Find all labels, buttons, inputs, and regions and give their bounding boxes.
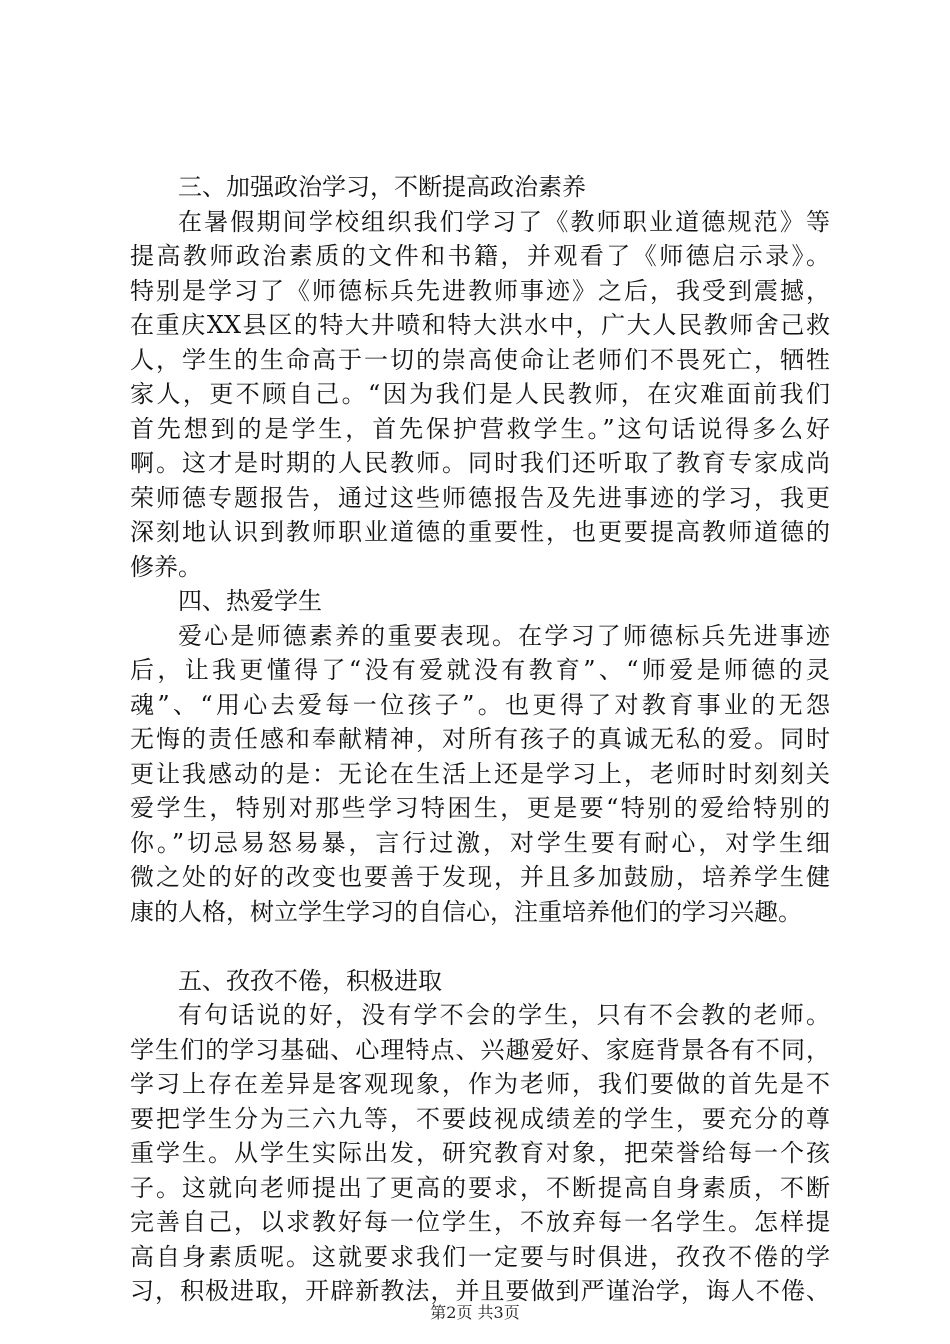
document-body — [130, 170, 830, 1309]
paragraph-line: 更让我感动的是：无论在生活上还是学习上，老师时时刻刻关 — [130, 759, 830, 788]
paragraph-line: 有句话说的好，没有学不会的学生，只有不会教的老师。 — [178, 1001, 830, 1029]
paragraph-line: 爱学生，特别对那些学习特困生，更是要“特别的爱给特别的 — [130, 794, 830, 822]
section-heading: 四、热爱学生 — [178, 587, 322, 615]
paragraph-line: 修养。 — [130, 552, 202, 581]
paragraph-line: 无悔的责任感和奉献精神，对所有孩子的真诚无私的爱。同时 — [130, 725, 830, 753]
paragraph-line: 爱心是师德素养的重要表现。在学习了师德标兵先进事迹 — [178, 621, 830, 650]
paragraph-line: 家人，更不顾自己。“因为我们是人民教师，在灾难面前我们 — [130, 380, 830, 408]
paragraph-line: 在重庆XX县区的特大井喷和特大洪水中，广大人民教师舍己救 — [130, 311, 830, 339]
paragraph-line: 荣师德专题报告，通过这些师德报告及先进事迹的学习，我更 — [130, 483, 830, 512]
section-heading: 五、孜孜不倦，积极进取 — [178, 966, 442, 995]
paragraph-line: 学生们的学习基础、心理特点、兴趣爱好、家庭背景各有不同， — [130, 1035, 830, 1064]
paragraph-line: 深刻地认识到教师职业道德的重要性，也更要提高教师道德的 — [130, 518, 830, 546]
paragraph-line: 子。这就向老师提出了更高的要求，不断提高自身素质，不断 — [130, 1173, 830, 1202]
paragraph-line: 特别是学习了《师德标兵先进教师事迹》之后，我受到震撼， — [130, 276, 830, 305]
paragraph-line: 康的人格，树立学生学习的自信心，注重培养他们的学习兴趣。 — [130, 897, 802, 926]
paragraph-line: 学习上存在差异是客观现象，作为老师，我们要做的首先是不 — [130, 1070, 830, 1098]
paragraph-line: 高自身素质呢。这就要求我们一定要与时俱进，孜孜不倦的学 — [130, 1242, 830, 1271]
paragraph-line: 人，学生的生命高于一切的崇高使命让老师们不畏死亡，牺牲 — [130, 345, 830, 374]
section-heading: 三、加强政治学习，不断提高政治素养 — [178, 173, 586, 201]
paragraph-line: 完善自己，以求教好每一位学生，不放弃每一名学生。怎样提 — [130, 1208, 830, 1236]
paragraph-line: 习，积极进取，开辟新教法，并且要做到严谨治学，诲人不倦、 — [130, 1277, 830, 1305]
paragraph-line: 啊。这才是时期的人民教师。同时我们还听取了教育专家成尚 — [130, 449, 830, 477]
paragraph-line: 重学生。从学生实际出发，研究教育对象，把荣誉给每一个孩 — [130, 1139, 830, 1167]
blank-line — [130, 929, 830, 964]
paragraph-line: 微之处的好的改变也要善于发现，并且多加鼓励，培养学生健 — [130, 863, 830, 891]
paragraph-line: 后，让我更懂得了“没有爱就没有教育”、“师爱是师德的灵 — [130, 656, 830, 684]
page-footer: 第2页 共3页 — [430, 1303, 520, 1322]
paragraph-line: 提高教师政治素质的文件和书籍，并观看了《师德启示录》。 — [130, 242, 830, 270]
paragraph-line: 魂”、“用心去爱每一位孩子”。也更得了对教育事业的无怨 — [130, 690, 830, 719]
paragraph-line: 在暑假期间学校组织我们学习了《教师职业道德规范》等 — [178, 207, 830, 236]
paragraph-line: 首先想到的是学生，首先保护营救学生。”这句话说得多么好 — [130, 414, 830, 443]
paragraph-line: 你。”切忌易怒易暴，言行过激，对学生要有耐心，对学生细 — [130, 828, 830, 857]
paragraph-line: 要把学生分为三六九等，不要歧视成绩差的学生，要充分的尊 — [130, 1104, 830, 1133]
